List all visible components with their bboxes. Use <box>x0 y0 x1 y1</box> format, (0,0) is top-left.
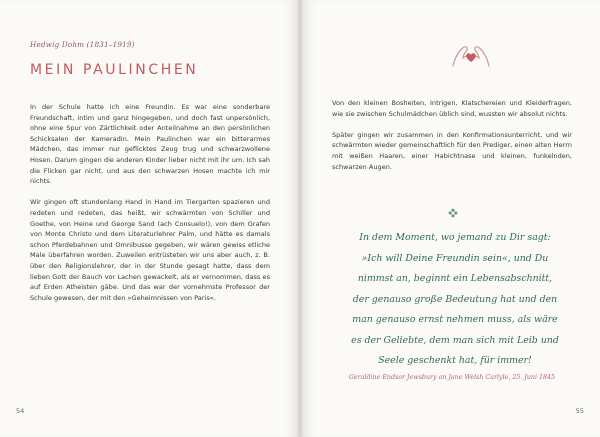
author-line: Hedwig Dohm (1831–1919) <box>30 40 135 49</box>
right-paragraph-1: Von den kleinen Bosheiten, Intrigen, Klatschereien und Kleiderfragen, wie sie zwischen Schulmädchen üblich sind, wussten wir absolut nichts. <box>332 99 572 118</box>
right-body-text <box>332 98 572 183</box>
right-paragraph-2: Später gingen wir zusammen in den Konfirmationsunterricht, und wir schwärmten wieder gemeinschaftlich für den Prediger, einen alten Herrn mit weißen Haaren, einer Habichtnase und kleinen, funkelnden, schwarzen Augen. <box>332 130 572 171</box>
page-number-right: 55 <box>575 407 584 415</box>
heart-hands-icon <box>450 40 492 70</box>
quote-attribution: Geraldine Endsor Jewsbury an Jane Welsh Carlyle, 25. Juni 1845 <box>348 374 556 381</box>
left-body-text <box>30 102 270 314</box>
friendship-quote: In dem Moment, wo jemand zu Dir sagt: »Ich will Deine Freundin sein«, und Du nimmst an, beginnt ein Lebensabschnitt, der genauso große Bedeutung hat und den man genauso ernst nehmen muss, als wäre es der Geliebte, dem man sich mit Leib und Seele geschenkt hat, für immer! <box>351 232 559 366</box>
left-page <box>0 0 298 437</box>
left-paragraph-2: Wir gingen oft stundenlang Hand in Hand im Tiergarten spazieren und redeten und redeten, das heißt, wir schwärmten von Schiller und Goethe, von Heine und George Sand (ach Consuelo!), von dem Grafen von Monte Christo und dem Literaturlehrer Palm, und hätte es damals schon Pferdebahnen und Omnibusse gegeben, wir wären gewiss etliche Male überfahren worden. Zuweilen entrüsteten wir uns aber auch, z. B. über den Religionslehrer, der in der Stunde gesagt hatte, dass dem lieben Gott der Bauch vor Lachen gewackelt, als er vernommen, dass es auf Erden Atheisten gäbe. Und das war der vornehmste Professor der Schule gewesen, der mit den »Geheimnissen von Paris«. <box>30 198 270 302</box>
right-page <box>302 0 600 437</box>
left-paragraph-1: In der Schule hatte ich eine Freundin. Es war eine sonderbare Freundschaft, intim und ganz hingegeben, und doch fast unpersönlich, ohne eine Spur von Zärtlichkeit oder Anteilnahme an den persönlichen Schicksalen der Kameradin. Mein Paulinchen war ein bitterarmes Mädchen, das immer nur geflicktes Zeug trug und schwarzwollene Hosen. Darum gingen die anderen Kinder lieber nicht mit ihr um. Ich sah die Flicken gar nicht, und aus den schwarzen Hosen machte ich mir nichts. <box>30 103 270 186</box>
flower-ornament-icon <box>448 208 458 218</box>
chapter-title: MEIN PAULINCHEN <box>30 62 199 78</box>
page-number-left: 54 <box>16 407 25 415</box>
